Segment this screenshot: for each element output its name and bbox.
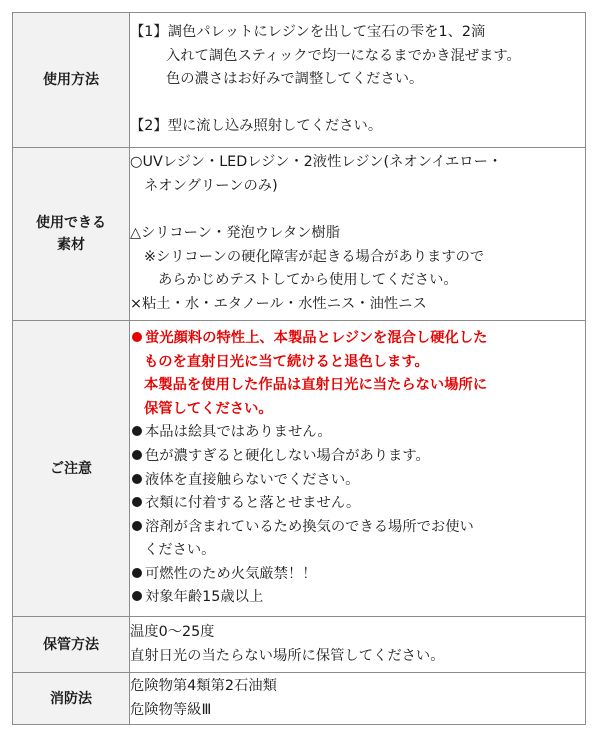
usage-step-1-line-1: 【1】調色パレットにレジンを出して宝石の雫を1、2滴: [130, 24, 486, 41]
materials-ng-line: ×粘土・水・エタノール・水性ニス・油性ニス: [130, 295, 427, 312]
materials-label-line-2: 素材: [57, 237, 85, 253]
storage-line-2: 直射日光の当たらない場所に保管してください。: [130, 647, 445, 664]
cautions-item-5-cont: ください。: [144, 542, 216, 559]
cautions-item-6: [130, 563, 585, 587]
materials-spacer: [130, 199, 585, 223]
cautions-item-text: 可燃性のため火気厳禁！！: [145, 565, 317, 582]
materials-note-line-2: あらかじめテストしてから使用してください。: [158, 272, 458, 289]
usage-label-text: 使用方法: [43, 72, 99, 88]
materials-content: [130, 148, 586, 321]
cautions-warning-block: [130, 327, 585, 421]
materials-ok-line-1: ○UVレジン・LEDレジン・2液性レジン(ネオンイエロー・: [130, 154, 503, 171]
bullet-icon: [132, 426, 142, 436]
cautions-item-4: [130, 492, 585, 516]
storage-row: [13, 617, 586, 673]
bullet-icon: [132, 591, 142, 601]
cautions-item-7: [130, 586, 585, 610]
cautions-item-1: [130, 421, 585, 445]
cautions-label-text: ご注意: [50, 460, 92, 477]
usage-content: [130, 13, 586, 148]
storage-content: [130, 617, 586, 673]
cautions-warning-line-1: [130, 327, 585, 351]
cautions-row: [13, 321, 586, 617]
cautions-warning-line-4: 保管してください。: [144, 400, 273, 417]
bullet-icon: [132, 474, 142, 484]
materials-ok-line-2: ネオングリーンのみ): [144, 178, 278, 195]
storage-label: [13, 617, 130, 673]
fire-law-line-2: 危険物等級Ⅲ: [130, 701, 212, 718]
cautions-item-text: 溶剤が含まれているため換気のできる場所でお使い: [145, 518, 474, 535]
usage-step-2: 【2】型に流し込み照射してください。: [130, 118, 383, 135]
product-info-table: [12, 12, 586, 725]
fire-law-line-1: 危険物第4類第2石油類: [130, 677, 277, 694]
materials-row: [13, 148, 586, 321]
materials-note-line-1: ※シリコーンの硬化障害が起きる場合がありますので: [144, 248, 485, 265]
fire-law-label: [13, 673, 130, 725]
materials-label: [13, 148, 130, 321]
cautions-item-2: [130, 445, 585, 469]
fire-law-label-text: 消防法: [50, 690, 92, 707]
bullet-icon: [132, 450, 142, 460]
materials-label-line-1: 使用できる: [36, 215, 106, 231]
storage-line-1: 温度0〜25度: [130, 623, 215, 640]
usage-step-1-line-2: 入れて調色スティックで均一になるまでかき混ぜます。: [166, 47, 521, 64]
usage-step-1-line-3: 色の濃さはお好みで調整してください。: [166, 71, 424, 88]
cautions-item-text: 色が濃すぎると硬化しない場合があります。: [145, 447, 430, 464]
cautions-label: [13, 321, 130, 617]
bullet-icon: [132, 568, 142, 578]
storage-label-text: 保管方法: [43, 636, 99, 653]
cautions-item-text: 液体を直接触らないでください。: [145, 471, 360, 488]
materials-caution-line: △シリコーン・発泡ウレタン樹脂: [130, 225, 341, 242]
usage-spacer: [130, 92, 585, 116]
bullet-icon: [132, 497, 142, 507]
cautions-warning-line-3: 本製品を使用した作品は直射日光に当たらない場所に: [144, 377, 488, 394]
usage-row: [13, 13, 586, 148]
usage-label: [13, 13, 130, 148]
bullet-icon: [132, 521, 142, 531]
cautions-item-5: [130, 516, 585, 540]
cautions-item-text: 衣類に付着すると落とせません。: [145, 495, 361, 512]
cautions-warning-text-1: 蛍光顔料の特性上、本製品とレジンを混合し硬化した: [145, 329, 488, 346]
fire-law-row: [13, 673, 586, 725]
cautions-warning-line-2: ものを直射日光に当て続けると退色します。: [144, 353, 429, 370]
cautions-content: [130, 321, 586, 617]
red-bullet-icon: [132, 332, 142, 342]
fire-law-content: [130, 673, 586, 725]
cautions-item-3: [130, 469, 585, 493]
cautions-item-text: 対象年齢15歳以上: [145, 589, 264, 606]
cautions-item-text: 本品は絵具ではありません。: [145, 424, 332, 441]
